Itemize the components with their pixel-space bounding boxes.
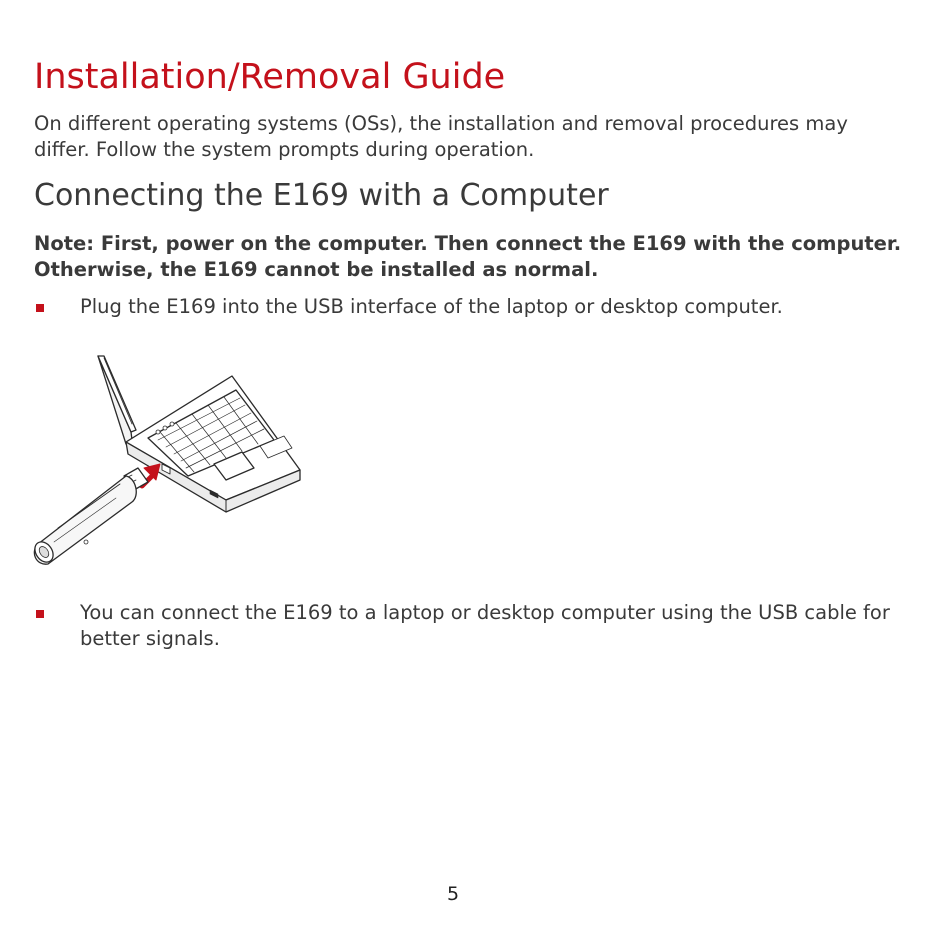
section-heading: Connecting the E169 with a Computer — [34, 178, 609, 213]
laptop-screen — [98, 356, 136, 444]
page-number: 5 — [446, 883, 460, 905]
usb-modem — [31, 468, 148, 566]
laptop-base — [126, 376, 300, 512]
square-bullet-icon — [36, 304, 44, 312]
bullet-text: You can connect the E169 to a laptop or desktop computer using the USB cable for better signals. — [80, 601, 890, 650]
page-title: Installation/Removal Guide — [34, 57, 506, 97]
bullet-text: Plug the E169 into the USB interface of the laptop or desktop computer. — [80, 295, 783, 318]
laptop-usb-modem-illustration — [28, 352, 304, 570]
square-bullet-icon — [36, 610, 44, 618]
bullet-item — [34, 294, 914, 320]
intro-paragraph: On different operating systems (OSs), the installation and removal procedures may differ. Follow the system prompts during operation. — [34, 112, 848, 161]
note-paragraph: Note: First, power on the computer. Then connect the E169 with the computer. Otherwise, the E169 cannot be installed as normal. — [34, 232, 902, 281]
bullet-item — [34, 600, 914, 651]
